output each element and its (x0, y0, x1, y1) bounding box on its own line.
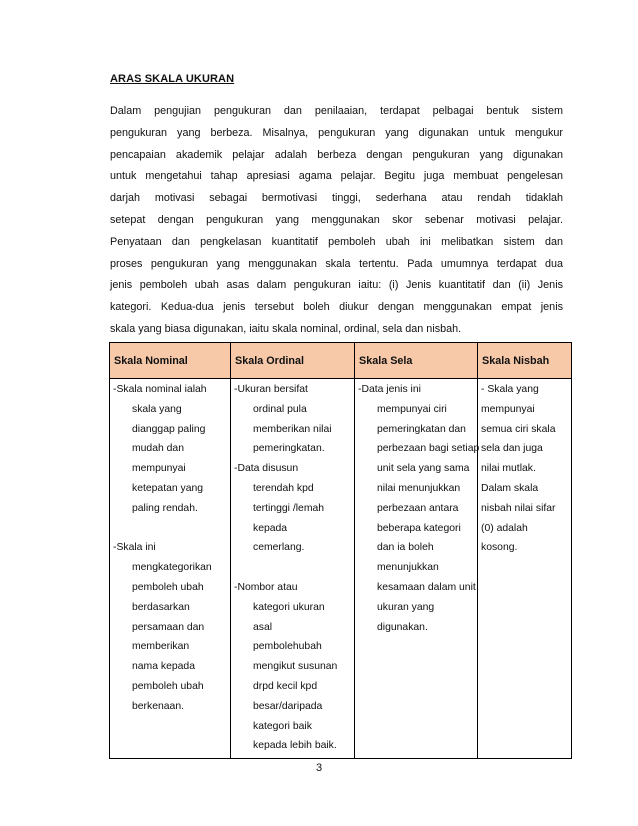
cell-line: skala yang (132, 403, 182, 415)
cell-line: -Skala ini (113, 542, 156, 554)
paragraph-line: untuk mengetahui tahap apresiasi agama pelajar. Begitu juga membuat pengelesan (110, 170, 563, 183)
cell-line: terendah kpd (253, 482, 314, 494)
cell-line: nama kepada (132, 661, 195, 673)
paragraph-line: proses pengukuran yang menggunakan skala tertentu. Pada umumnya terdapat dua (110, 257, 563, 270)
cell-line: paling rendah. (132, 502, 198, 514)
cell-line: mengikut susunan (253, 661, 338, 673)
cell-line: kosong. (481, 542, 518, 554)
cell-line: persamaan dan (132, 621, 205, 633)
cell-line: ketepatan yang (132, 482, 204, 494)
cell-line: menunjukkan (377, 562, 439, 574)
cell-line: nilai menunjukkan (377, 482, 461, 494)
cell-line: -Skala nominal ialah (113, 384, 207, 395)
paragraph-line: Penyataan dan pengkelasan kuantitatif pemboleh ubah ini melibatkan sistem dan (110, 235, 563, 248)
cell-line: perbezaan antara (377, 502, 459, 514)
cell-nisbah (478, 379, 572, 759)
cell-line: mempunyai (481, 403, 535, 415)
cell-line: asal (253, 621, 273, 633)
cell-nominal (110, 379, 231, 759)
cell-line: pemeringkatan. (253, 443, 325, 455)
cell-line: memberikan (132, 641, 190, 653)
table-header-row (110, 343, 572, 379)
cell-line (234, 558, 351, 578)
section-heading: ARAS SKALA UKURAN (110, 73, 235, 85)
cell-line: drpd kecil kpd (253, 680, 318, 692)
paragraph-line: pengukuran yang berbeza. Misalnya, pengukuran yang digunakan untuk mengukur (110, 126, 563, 139)
cell-line: -Data disusun (234, 463, 299, 475)
cell-line: besar/daripada (253, 700, 323, 712)
cell-sela (355, 379, 478, 759)
cell-line: memberikan nilai (253, 423, 332, 435)
cell-line: mudah dan (132, 443, 184, 455)
measurement-scales-table (109, 342, 572, 759)
cell-line: nilai mutlak. (481, 463, 536, 475)
cell-line: tertinggi /lemah (253, 502, 325, 514)
cell-line: mengkategorikan (132, 562, 212, 574)
table-row (110, 379, 572, 759)
cell-line: ordinal pula (253, 403, 307, 415)
cell-line: berkenaan. (132, 700, 184, 712)
cell-line: pembolehubah (253, 641, 322, 653)
cell-line: (0) adalah (481, 522, 528, 534)
cell-ordinal (231, 379, 355, 759)
cell-line: digunakan. (377, 621, 428, 633)
cell-line: nisbah nilai sifar (481, 502, 556, 514)
header-sela: Skala Sela (355, 343, 478, 379)
paragraph-line: darjah motivasi sebagai bermotivasi tinggi, sederhana atau rendah tidaklah (110, 192, 563, 205)
cell-line: kepada lebih baik. (253, 740, 337, 752)
cell-line: berdasarkan (132, 601, 190, 613)
header-nominal: Skala Nominal (110, 343, 231, 379)
paragraph-line: jenis pemboleh ubah asas dalam pengukuran iaitu: (i) Jenis kuantitatif dan (ii) Jenis (110, 279, 563, 292)
cell-line: dianggap paling (132, 423, 206, 435)
cell-line: unit sela yang sama (377, 463, 470, 475)
cell-line: Dalam skala (481, 482, 539, 494)
cell-line: -Ukuran bersifat (234, 384, 308, 395)
cell-line: cemerlang. (253, 542, 305, 554)
cell-line: pemeringkatan dan (377, 423, 466, 435)
cell-line: -Data jenis ini (358, 384, 421, 395)
cell-line: -Nombor atau (234, 581, 298, 593)
cell-line: perbezaan bagi setiap (377, 443, 480, 455)
cell-line: mempunyai ciri (377, 403, 447, 415)
cell-line: beberapa kategori (377, 522, 461, 534)
header-ordinal: Skala Ordinal (231, 343, 355, 379)
page-number: 3 (315, 762, 323, 774)
cell-line: pemboleh ubah (132, 581, 204, 593)
paragraph-line: setepat dengan pengukuran yang menggunakan skor sebenar motivasi pelajar. (110, 213, 563, 226)
cell-line: ukuran yang (377, 601, 435, 613)
cell-line: pemboleh ubah (132, 680, 204, 692)
cell-line: kategori baik (253, 720, 312, 732)
cell-line (113, 519, 227, 539)
intro-paragraph (110, 101, 563, 341)
cell-line: kategori ukuran (253, 601, 325, 613)
cell-line: sela dan juga (481, 443, 543, 455)
paragraph-line: kategori. Kedua-dua jenis tersebut boleh diukur dengan menggunakan empat jenis (110, 301, 563, 314)
paragraph-line: pencapaian akademik pelajar adalah berbeza dengan pengukuran yang digunakan (110, 148, 563, 161)
paragraph-line: skala yang biasa digunakan, iaitu skala nominal, ordinal, sela dan nisbah. (110, 322, 462, 335)
cell-line: dan ia boleh (377, 542, 434, 554)
cell-line: semua ciri skala (481, 423, 556, 435)
header-nisbah: Skala Nisbah (478, 343, 572, 379)
cell-line: mempunyai (132, 463, 186, 475)
cell-line: kesamaan dalam unit (377, 581, 476, 593)
cell-line: kepada (253, 522, 288, 534)
cell-line: - Skala yang (481, 384, 539, 395)
paragraph-line: Dalam pengujian pengukuran dan penilaaian, terdapat pelbagai bentuk sistem (110, 105, 563, 117)
